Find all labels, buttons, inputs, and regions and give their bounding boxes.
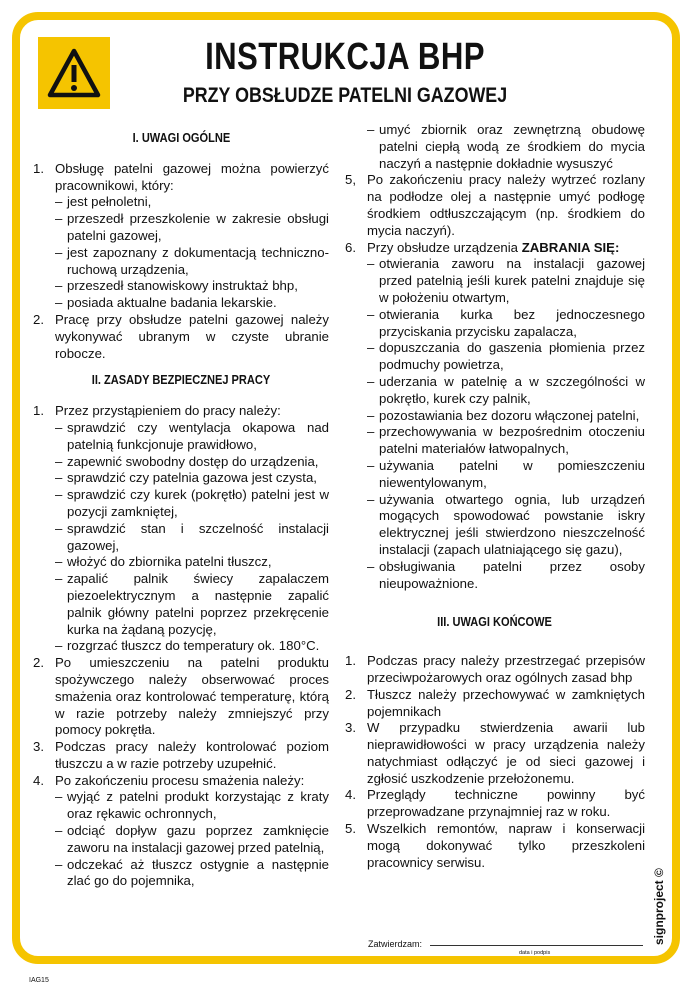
sub-item: – włożyć do zbiornika patelni tłuszcz, — [55, 554, 272, 570]
sub-item: – sprawdzić czy wentylacja okapowa nad patelnią funkcjonuje prawidłowo, — [55, 419, 329, 452]
sub-item: – otwierania zaworu na instalacji gazowej przed patelnią jeśli kurek patelni znajduje się w położeniu otwartym, — [367, 256, 645, 305]
list-item: 3. W przypadku stwierdzenia awarii lub nieprawidłowości w pracy urządzenia należy natychmiast odłączyć je od sieci gazowej i zgłosić uszkodzenie przełożonemu. — [345, 720, 645, 786]
list-item: 3. Podczas pracy należy kontrolować poziom tłuszczu a w razie potrzeby uzupełnić. — [33, 739, 329, 771]
sub-item: – otwierania kurka bez jednoczesnego przyciskania przycisku zapalacza, — [367, 306, 645, 339]
sub-item: – używania otwartego ognia, lub urządzeń mogących spowodować powstanie iskry elektrycznej jeśli stwierdzono nieszczelność instalacji (zapach ulatniającego się gazu), — [367, 491, 645, 557]
section-heading: I. UWAGI OGÓLNE — [132, 130, 230, 145]
section-heading: II. ZASADY BEZPIECZNEJ PRACY — [91, 372, 271, 388]
list-item: 6. Przy obsłudze urządzenia ZABRANIA SIĘ: — [345, 239, 620, 255]
sub-item: – wyjąć z patelni produkt korzystając z kraty oraz rękawic ochronnych, — [55, 789, 329, 822]
sub-item: – sprawdzić czy kurek (pokrętło) patelni jest w pozycji zamkniętej, — [55, 487, 329, 519]
left-column — [33, 122, 329, 890]
section-heading: III. UWAGI KOŃCOWE — [437, 614, 553, 630]
signature-line — [430, 945, 643, 946]
sub-item: – przechowywania w bezpośrednim otoczeniu patelni materiałów łatwopalnych, — [367, 424, 645, 457]
sub-item: – zapalić palnik świecy zapalaczem piezoelektrycznym a następnie zapalić palnik główny patelni poprzez przekręcenie kurka na żądaną pozycję, — [55, 571, 329, 637]
brand-mark: signproject © — [652, 868, 666, 945]
sub-item: – sprawdzić stan i szczelność instalacji gazowej, — [55, 520, 329, 553]
sub-item: – posiada aktualne badania lekarskie. — [55, 295, 277, 311]
list-item: 2. Tłuszcz należy przechowywać w zamkniętych pojemnikach — [345, 686, 645, 719]
sub-item: – zapewnić swobodny dostęp do urządzenia, — [55, 453, 319, 469]
list-item: 2. Pracę przy obsłudze patelni gazowej należy wykonywać ubranym w czyste ubranie robocze. — [33, 311, 329, 361]
list-item: 4. Po zakończeniu procesu smażenia należy: — [33, 772, 305, 788]
sub-item: – przeszedł przeszkolenie w zakresie obsługi patelni gazowej, — [55, 211, 329, 243]
list-item: 5. Wszelkich remontów, napraw i konserwacji mogą dokonywać tylko przeszkoleni pracownicy serwisu. — [345, 821, 645, 870]
sub-item: – jest pełnoletni, — [55, 194, 152, 210]
sign-code: IAG15 — [29, 977, 49, 984]
page-title: INSTRUKCJA BHP — [205, 36, 485, 78]
sub-item: – jest zapoznany z dokumentacją techniczno-ruchową urządzenia, — [55, 244, 329, 277]
sub-item: – przeszedł stanowiskowy instruktaż bhp, — [55, 278, 298, 294]
sub-item: – rozgrzać tłuszcz do temperatury ok. 180°C. — [55, 638, 320, 654]
sub-item: – uderzania w patelnię a w szczególności w pokrętło, kurek czy palnik, — [367, 373, 645, 406]
sub-item: – sprawdzić czy patelnia gazowa jest czysta, — [55, 470, 317, 486]
sub-item: – obsługiwania patelni przez osoby nieupoważnione. — [367, 558, 645, 591]
right-column — [345, 122, 645, 871]
list-item: 4. Przeglądy techniczne powinny być przeprowadzane przynajmniej raz w roku. — [345, 787, 645, 820]
warning-sign-box — [38, 37, 110, 109]
signature-caption: data i podpis — [519, 950, 551, 956]
sub-item: – umyć zbiornik oraz zewnętrzną obudowę patelni ciepłą wodą ze środkiem do mycia naczyń a następnie dokładnie wysuszyć — [367, 122, 645, 171]
sub-item: – dopuszczania do gaszenia płomienia przez podmuchy powietrza, — [367, 340, 645, 373]
warning-triangle-icon — [46, 45, 102, 101]
page-subtitle: PRZY OBSŁUDZE PATELNI GAZOWEJ — [182, 84, 508, 107]
approval-label: Zatwierdzam: — [368, 939, 423, 949]
list-item: 1. Podczas pracy należy przestrzegać przepisów przeciwpożarowych oraz ogólnych zasad bhp — [345, 653, 645, 685]
forbidden-emphasis: ZABRANIA SIĘ: — [521, 239, 620, 255]
list-item: 5, Po zakończeniu pracy należy wytrzeć rozlany na podłodze olej a następnie umyć podłogę środkiem odtłuszczającym (np. środkiem do mycia naczyń). — [345, 172, 645, 238]
list-item: 1. Obsługę patelni gazowej można powierzyć pracownikowi, który: — [33, 160, 329, 193]
list-item: 1. Przez przystąpieniem do pracy należy: — [33, 403, 281, 419]
sub-item: – odczekać aż tłuszcz ostygnie a następnie zlać go do pojemnika, — [55, 856, 329, 889]
sub-item: – odciąć dopływ gazu poprzez zamknięcie zaworu na instalacji gazowej przed patelnią, — [55, 823, 329, 855]
list-item: 2. Po umieszczeniu na patelni produktu spożywczego należy obserwować proces smażenia oraz kontrolować temperaturę, którą w razie potrzeby należy zmniejszyć przy pomocy pokrętła. — [33, 655, 329, 738]
sub-item: – używania patelni w pomieszczeniu niewentylowanym, — [367, 457, 645, 490]
sub-item: – pozostawiania bez dozoru włączonej patelni, — [367, 407, 640, 423]
